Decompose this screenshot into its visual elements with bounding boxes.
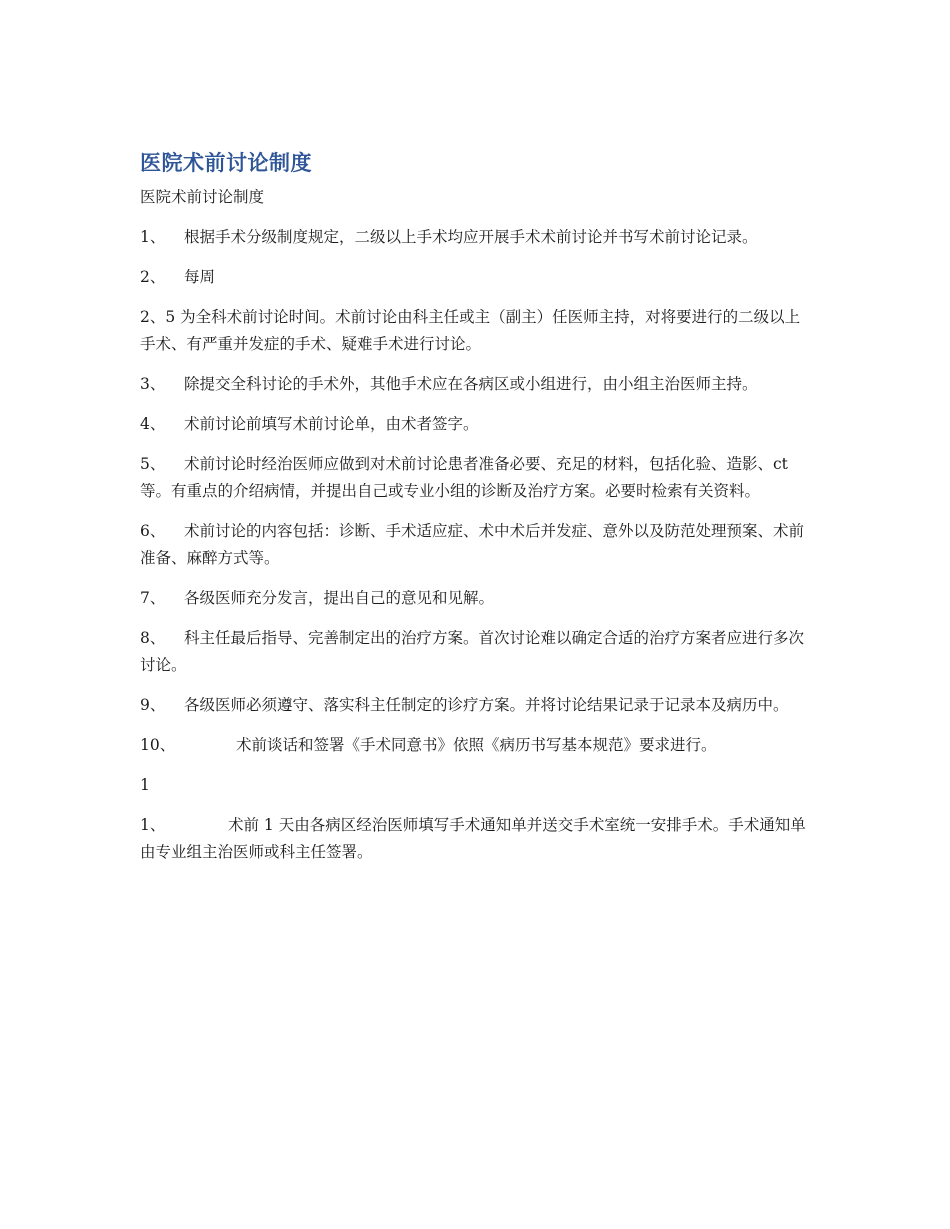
paragraph-6 — [140, 518, 812, 572]
document-title: 医院术前讨论制度 — [140, 151, 312, 175]
paragraph-number: 10、 — [140, 736, 176, 754]
paragraph-8 — [140, 625, 812, 679]
section-number — [140, 772, 812, 799]
paragraph-text: 各级医师充分发言，提出自己的意见和见解。 — [184, 589, 495, 607]
paragraph-number: 1、 — [140, 816, 166, 834]
paragraph-number: 1、 — [140, 228, 166, 246]
paragraph-number: 3、 — [140, 375, 166, 393]
paragraph-2 — [140, 264, 812, 291]
paragraph-number: 7、 — [140, 589, 166, 607]
paragraph-text: 术前讨论时经治医师应做到对术前讨论患者准备必要、充足的材料，包括化验、造影、ct 等。有重点的介绍病情，并提出自己或专业小组的诊断及治疗方案。必要时检索有关资料。 — [140, 455, 788, 500]
paragraph-number: 2、 — [140, 268, 166, 286]
paragraph-text: 术前 1 天由各病区经治医师填写手术通知单并送交手术室统一安排手术。手术通知单由专业组主治医师或科主任签署。 — [140, 816, 806, 861]
paragraph-text: 每周 — [184, 268, 216, 286]
paragraph-number: 5、 — [140, 455, 166, 473]
paragraph-text: 各级医师必须遵守、落实科主任制定的诊疗方案。并将讨论结果记录于记录本及病历中。 — [184, 696, 789, 714]
paragraph-text: 2、5 为全科术前讨论时间。术前讨论由科主任或主（副主）任医师主持，对将要进行的二级以上手术、有严重并发症的手术、疑难手术进行讨论。 — [140, 308, 801, 353]
paragraph-text: 1 — [140, 776, 150, 794]
paragraph-text: 除提交全科讨论的手术外，其他手术应在各病区或小组进行，由小组主治医师主持。 — [184, 375, 758, 393]
paragraph-2-continued — [140, 304, 812, 358]
paragraph-number: 4、 — [140, 415, 166, 433]
paragraph-number: 6、 — [140, 522, 166, 540]
paragraph-4 — [140, 411, 812, 438]
paragraph-number: 8、 — [140, 629, 166, 647]
paragraph-1 — [140, 224, 812, 251]
paragraph-10 — [140, 732, 812, 759]
paragraph-text: 术前讨论前填写术前讨论单，由术者签字。 — [184, 415, 479, 433]
paragraph-11 — [140, 812, 812, 866]
paragraph-text: 根据手术分级制度规定，二级以上手术均应开展手术术前讨论并书写术前讨论记录。 — [184, 228, 758, 246]
paragraph-text: 术前谈话和签署《手术同意书》依照《病历书写基本规范》要求进行。 — [236, 736, 717, 754]
paragraph-text: 科主任最后指导、完善制定出的治疗方案。首次讨论难以确定合适的治疗方案者应进行多次讨论。 — [140, 629, 805, 674]
paragraph-7 — [140, 585, 812, 612]
paragraph-9 — [140, 692, 812, 719]
paragraph-3 — [140, 371, 812, 398]
document-subtitle: 医院术前讨论制度 — [140, 188, 265, 206]
paragraph-5 — [140, 451, 812, 505]
paragraph-number: 9、 — [140, 696, 166, 714]
paragraph-text: 术前讨论的内容包括：诊断、手术适应症、术中术后并发症、意外以及防范处理预案、术前准备、麻醉方式等。 — [140, 522, 805, 567]
document-page — [140, 148, 812, 879]
